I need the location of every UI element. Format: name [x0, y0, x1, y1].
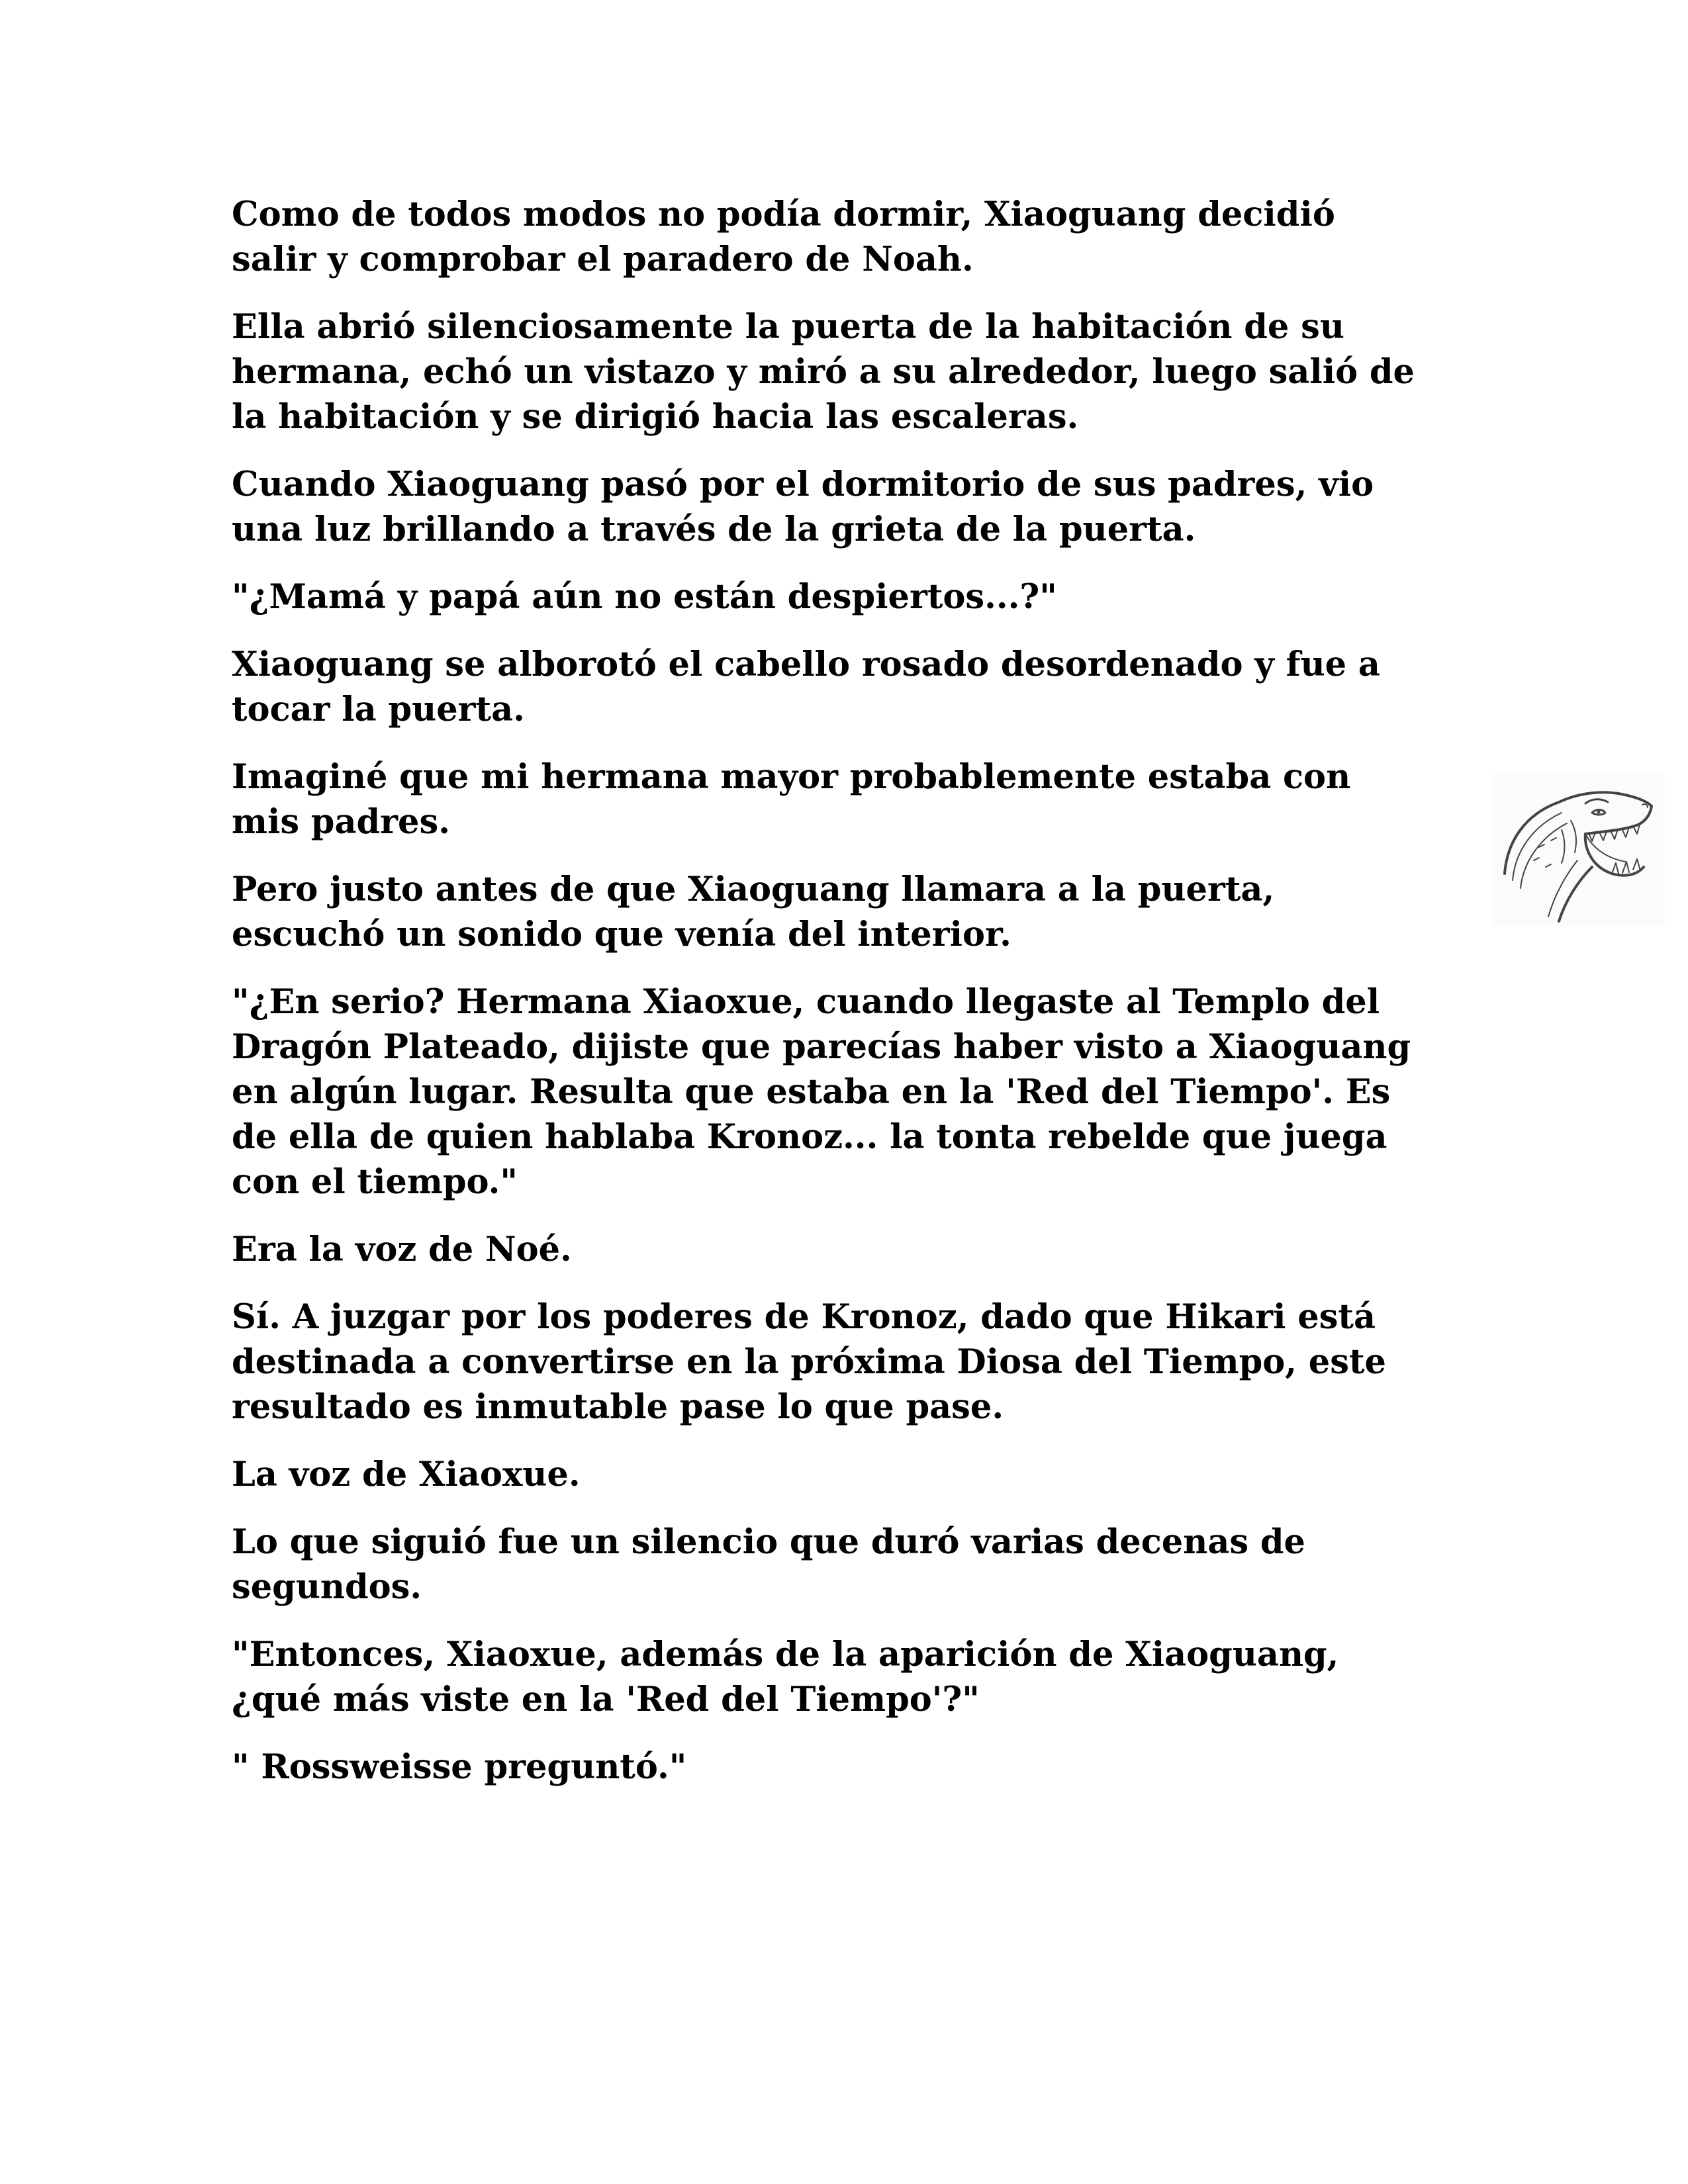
paragraph-4: "¿Mamá y papá aún no están despiertos...?" — [232, 577, 1057, 617]
paragraph-12: Lo que siguió fue un silencio que duró varias decenas de segundos. — [232, 1522, 1305, 1607]
paragraph-9: Era la voz de Noé. — [232, 1230, 572, 1269]
paragraph-13: "Entonces, Xiaoxue, además de la aparición de Xiaoguang, ¿qué más viste en la 'Red del Tiempo'?" — [232, 1635, 1339, 1719]
paragraph-8: "¿En serio? Hermana Xiaoxue, cuando llegaste al Templo del Dragón Plateado, dijiste que parecías haber visto a Xiaoguang en algún lugar. Resulta que estaba en la 'Red del Tiempo'. Es de ella de quien hablaba Kronoz... la tonta rebelde que juega con el tiempo." — [232, 982, 1411, 1202]
body-text — [232, 192, 1463, 1812]
paragraph-1: Como de todos modos no podía dormir, Xiaoguang decidió salir y comprobar el paradero de Noah. — [232, 195, 1335, 279]
dinosaur-head-sketch-icon — [1493, 774, 1665, 927]
paragraph-3: Cuando Xiaoguang pasó por el dormitorio de sus padres, vio una luz brillando a través de la grieta de la puerta. — [232, 465, 1374, 549]
paragraph-2: Ella abrió silenciosamente la puerta de la habitación de su hermana, echó un vistazo y miró a su alrededor, luego salió de la habitación y se dirigió hacia las escaleras. — [232, 307, 1415, 437]
paragraph-5: Xiaoguang se alborotó el cabello rosado desordenado y fue a tocar la puerta. — [232, 645, 1380, 729]
paragraph-14: " Rossweisse preguntó." — [232, 1747, 687, 1787]
paragraph-11: La voz de Xiaoxue. — [232, 1455, 581, 1494]
paragraph-6: Imaginé que mi hermana mayor probablemente estaba con mis padres. — [232, 757, 1351, 842]
paragraph-7: Pero justo antes de que Xiaoguang llamara a la puerta, escuchó un sonido que venía del interior. — [232, 870, 1275, 954]
paragraph-10: Sí. A juzgar por los poderes de Kronoz, dado que Hikari está destinada a convertirse en la próxima Diosa del Tiempo, este resultado es inmutable pase lo que pase. — [232, 1297, 1386, 1427]
